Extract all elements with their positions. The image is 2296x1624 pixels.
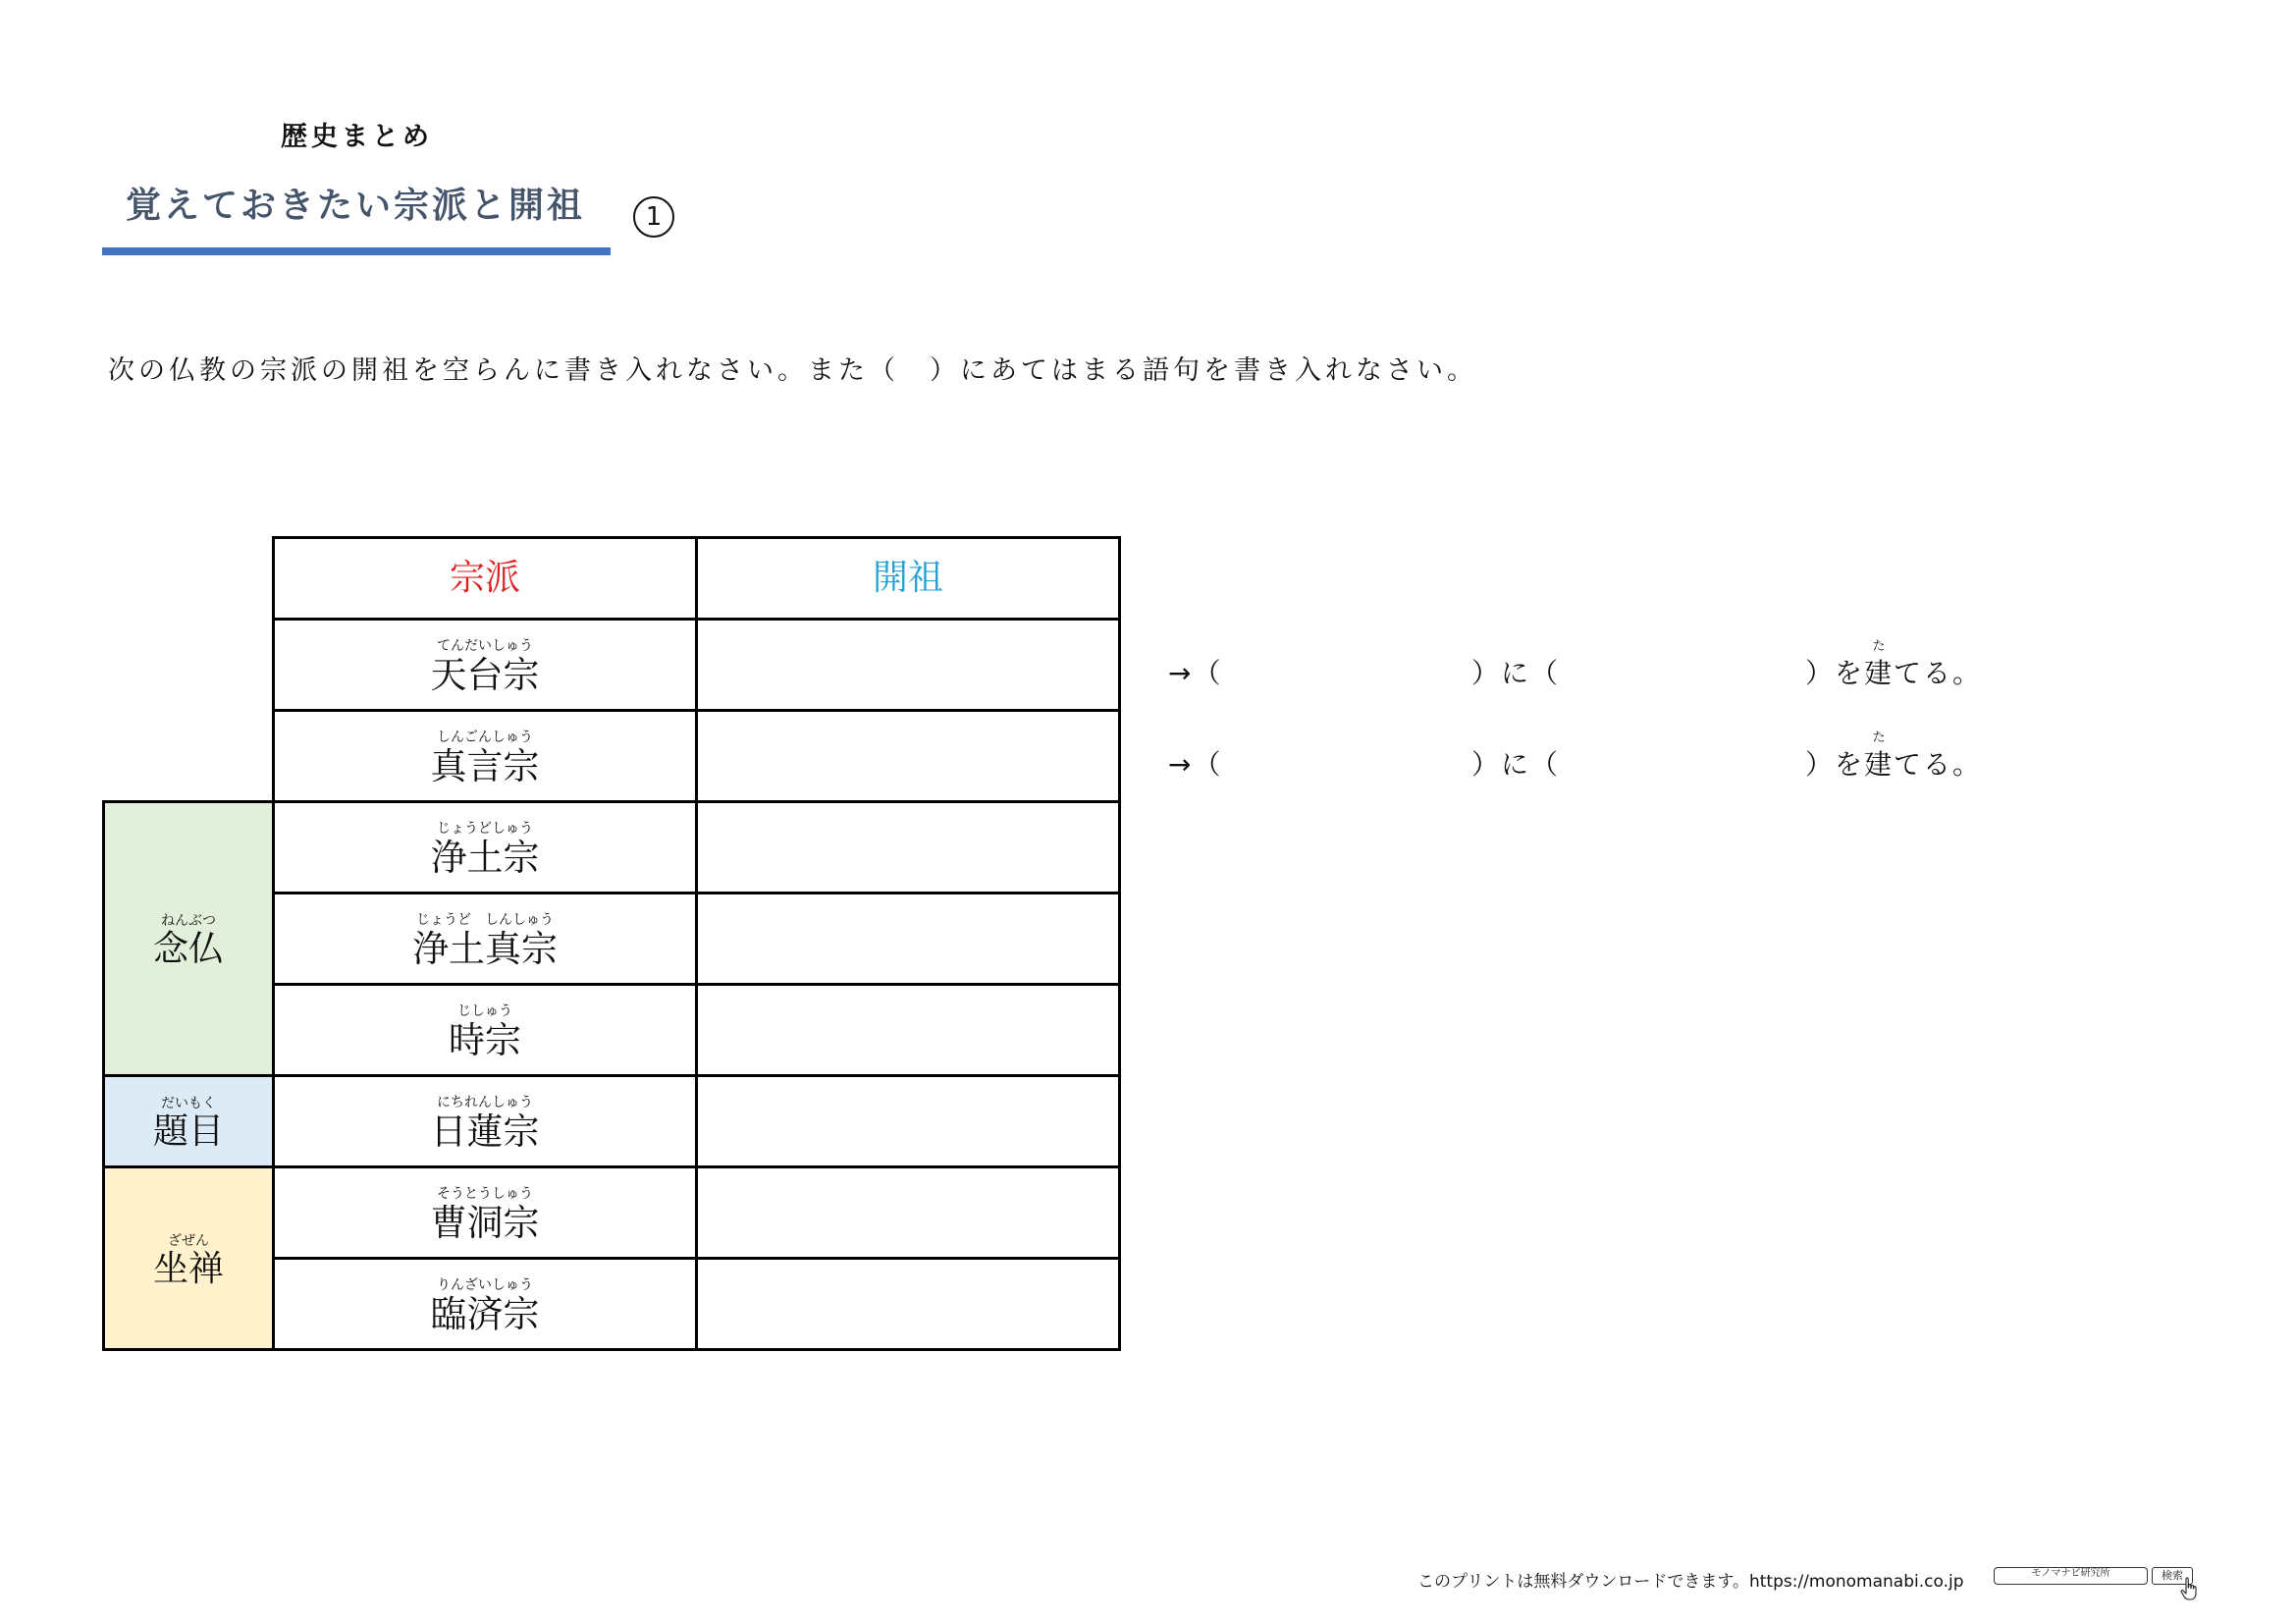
- worksheet-title: 覚えておきたい宗派と開祖: [126, 186, 586, 226]
- sect-reading: じょうどしゅう: [437, 821, 533, 837]
- sect-name: 天台宗: [430, 654, 540, 696]
- sect-name: 浄土真宗: [412, 928, 558, 970]
- founder-answer-cell-jodoshu: [697, 802, 1120, 893]
- title-underline: [102, 247, 611, 255]
- founder-answer-cell-shingonshu: [697, 711, 1120, 802]
- closing-phrase: [1805, 731, 1983, 782]
- category-name: 坐禅: [152, 1248, 224, 1289]
- sect-cell-nichirenshu: [274, 1076, 697, 1167]
- sect-cell-tendaishu: [274, 620, 697, 711]
- sect-reading: じょうど しんしゅう: [416, 912, 554, 928]
- category-nembutsu: [104, 802, 274, 1076]
- instructions-text: 次の仏教の宗派の開祖を空らんに書き入れなさい。また（ ）にあてはまる語句を書き入れなさい。: [108, 355, 1477, 386]
- mid-connector: ）に（: [1471, 748, 1561, 781]
- sect-reading: じしゅう: [457, 1003, 512, 1019]
- category-reading: ねんぶつ: [161, 913, 216, 929]
- closing-phrase: [1805, 639, 1983, 690]
- footer-notice: このプリントは無料ダウンロードできます。https://monomanabi.co.jp: [1417, 1572, 1964, 1592]
- category-daimoku: [104, 1076, 274, 1167]
- sect-cell-jishu: [274, 985, 697, 1076]
- sect-name: 浄土宗: [430, 837, 540, 879]
- founder-answer-cell-tendaishu: [697, 620, 1120, 711]
- sect-cell-rinzaishu: [274, 1259, 697, 1350]
- sheet-number-badge: 1: [633, 196, 674, 238]
- founder-answer-cell-jishu: [697, 985, 1120, 1076]
- sect-name: 日蓮宗: [430, 1110, 540, 1153]
- founder-answer-cell-rinzaishu: [697, 1259, 1120, 1350]
- sect-name: 時宗: [449, 1019, 521, 1061]
- sect-reading: てんだいしゅう: [437, 638, 533, 654]
- founder-answer-cell-sotoshu: [697, 1167, 1120, 1259]
- sect-cell-sotoshu: [274, 1167, 697, 1259]
- header-sect: 宗派: [274, 538, 697, 620]
- sect-cell-shingonshu: [274, 711, 697, 802]
- kanji: 建: [1864, 748, 1895, 781]
- sect-name: 臨済宗: [430, 1293, 540, 1335]
- kanji: 建: [1864, 657, 1895, 689]
- closing-after: てる。: [1894, 748, 1983, 781]
- mid-connector: ）に（: [1471, 657, 1561, 689]
- closing-after: てる。: [1894, 657, 1983, 689]
- sect-cell-jodo-shinshu: [274, 893, 697, 985]
- sect-name: 曹洞宗: [430, 1202, 540, 1244]
- arrow-open-paren: →（: [1168, 748, 1223, 781]
- hand-pointer-icon: [2180, 1577, 2200, 1602]
- kanji-reading: た: [1872, 731, 1886, 745]
- sect-cell-jodoshu: [274, 802, 697, 893]
- sect-reading: りんざいしゅう: [437, 1277, 533, 1293]
- search-box[interactable]: [1994, 1567, 2148, 1585]
- sect-reading: しんごんしゅう: [437, 730, 533, 745]
- category-name: 念仏: [152, 929, 224, 969]
- sect-reading: そうとうしゅう: [437, 1186, 533, 1202]
- search-button[interactable]: 検索: [2152, 1567, 2193, 1585]
- founder-answer-cell-nichirenshu: [697, 1076, 1120, 1167]
- kanji-reading: た: [1872, 639, 1886, 654]
- search-box-label: モノマナビ研究所: [2031, 1568, 2110, 1579]
- sect-name: 真言宗: [430, 745, 540, 787]
- closing-before: ）を: [1805, 748, 1865, 781]
- category-reading: だいもく: [161, 1096, 216, 1111]
- worksheet-subtitle: 歴史まとめ: [281, 122, 433, 152]
- category-name: 題目: [152, 1111, 224, 1152]
- founder-answer-cell-jodo-shinshu: [697, 893, 1120, 985]
- arrow-open-paren: →（: [1168, 657, 1223, 689]
- sect-founder-table: [102, 536, 1121, 1351]
- table-corner-blank: [104, 538, 274, 802]
- closing-before: ）を: [1805, 657, 1865, 689]
- sect-reading: にちれんしゅう: [437, 1095, 533, 1110]
- kanji-ruby-tateru: [1864, 639, 1895, 690]
- category-zazen: [104, 1167, 274, 1350]
- kanji-ruby-tateru: [1864, 731, 1895, 782]
- header-founder: 開祖: [697, 538, 1120, 620]
- category-reading: ざぜん: [168, 1232, 209, 1249]
